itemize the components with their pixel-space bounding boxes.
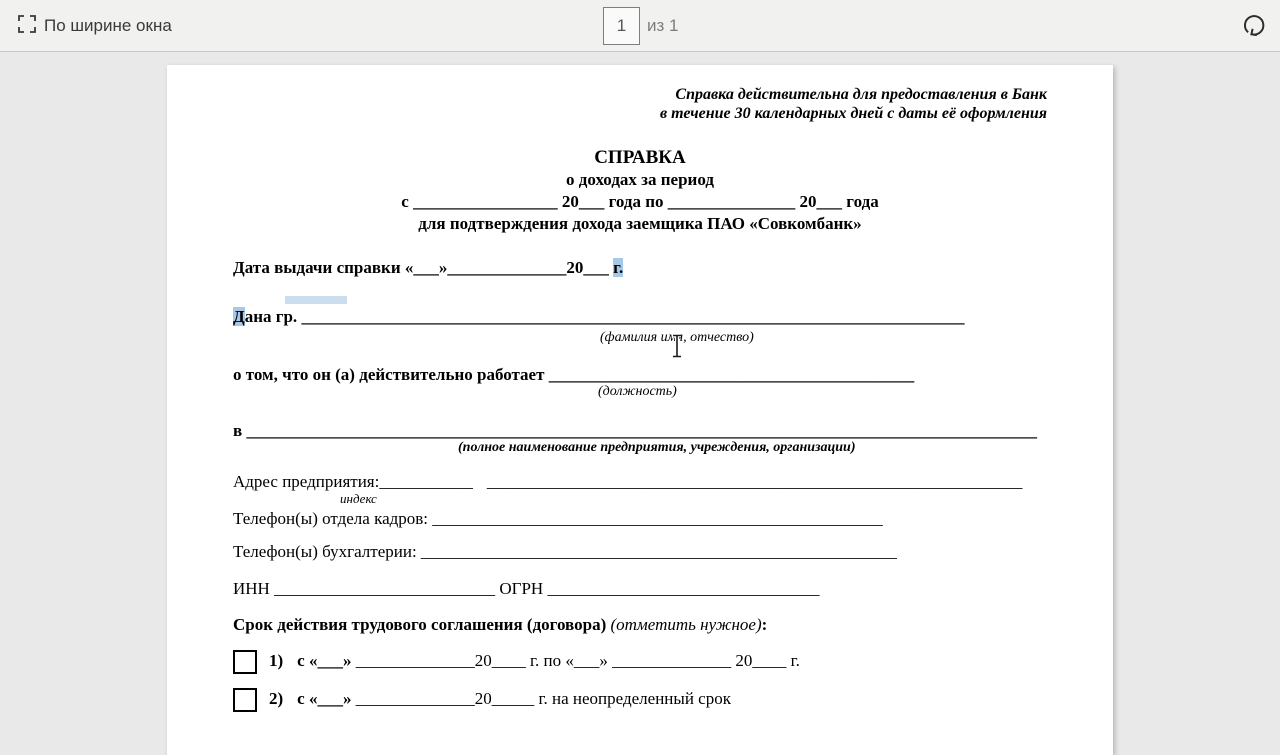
address-blank: _______________________________________________________________	[486, 472, 1023, 491]
organisation-line	[233, 421, 1037, 441]
issue-date-line	[233, 258, 623, 278]
given-to-line	[233, 307, 964, 327]
option-1-bold: с «___»	[297, 651, 352, 670]
selected-text-fragment: г.	[613, 258, 624, 277]
document-page[interactable]	[167, 65, 1113, 755]
works-line	[233, 365, 914, 385]
page-number-input[interactable]	[603, 7, 640, 45]
given-to-label: ана гр.	[244, 307, 302, 326]
option-1-rest: ______________20____ г. по «___» ______________ 20____ г.	[351, 651, 800, 670]
inn-ogrn-line	[233, 579, 819, 599]
phone-acc-line	[233, 542, 897, 562]
validity-note-line1: Справка действительна для предоставления в Банк	[675, 86, 1047, 103]
page-count-label: из 1	[647, 16, 679, 35]
period-line: с _________________ 20___ года по _______________ 20___ года	[401, 192, 879, 211]
organisation-blank: _____________________________________________________________________________________________	[246, 421, 1037, 440]
validity-note	[660, 85, 1047, 123]
address-label: Адрес предприятия:	[233, 472, 380, 491]
ogrn-blank: ________________________________	[547, 579, 820, 598]
phone-acc-label: Телефон(ы) бухгалтерии:	[233, 542, 421, 561]
phone-hr-label: Телефон(ы) отдела кадров:	[233, 509, 433, 528]
selection-band	[285, 296, 347, 304]
checkbox-option-1[interactable]	[233, 650, 257, 674]
selected-letter: Д	[233, 307, 245, 326]
works-label: о том, что он (а) действительно работает	[233, 365, 549, 384]
option-2-bold: с «___»	[297, 689, 352, 708]
document-subtitle: о доходах за период	[566, 170, 714, 189]
document-title: СПРАВКА	[594, 147, 686, 168]
ogrn-label: ОГРН	[495, 579, 548, 598]
organisation-label: в	[233, 421, 247, 440]
term-heading-bold: Срок действия трудового соглашения (договора)	[233, 615, 611, 634]
works-blank: ___________________________________________	[548, 365, 915, 384]
document-viewport	[0, 53, 1280, 720]
phone-hr-blank: _____________________________________________________	[432, 509, 883, 528]
option-1-number: 1)	[269, 651, 284, 670]
fit-width-icon	[16, 13, 38, 40]
fit-width-control[interactable]	[16, 0, 172, 52]
inn-blank: __________________________	[274, 579, 496, 598]
phone-hr-line	[233, 509, 883, 529]
inn-label: ИНН	[233, 579, 275, 598]
validity-note-line2: в течение 30 календарных дней с даты её оформления	[659, 105, 1047, 122]
term-heading-italic: (отметить нужное)	[610, 615, 762, 634]
viewer-toolbar	[0, 0, 1280, 52]
option-2-text	[297, 688, 731, 709]
position-caption: (должность)	[598, 384, 677, 399]
option-1-text	[297, 650, 800, 671]
option-2-number: 2)	[269, 689, 284, 708]
rotate-ccw-icon	[1240, 11, 1268, 44]
organisation-caption: (полное наименование предприятия, учреждения, организации)	[458, 440, 856, 455]
issue-date-text: Дата выдачи справки «___»______________20___	[233, 258, 614, 277]
title-block	[233, 147, 1047, 235]
rotate-button[interactable]	[1238, 11, 1270, 43]
option-2-rest: ______________20_____ г. на неопределенный срок	[351, 689, 731, 708]
phone-acc-blank: ________________________________________________________	[420, 542, 897, 561]
address-index-blank: ___________	[379, 472, 473, 491]
term-option-1	[233, 650, 800, 674]
given-to-blank: ______________________________________________________________________________	[301, 307, 965, 326]
fio-caption: (фамилия имя, отчество)	[600, 330, 754, 345]
term-heading-colon: :	[761, 615, 768, 634]
purpose-line: для подтверждения дохода заемщика ПАО «Совкомбанк»	[418, 214, 862, 233]
address-line	[233, 472, 1022, 492]
fit-width-label: По ширине окна	[44, 16, 172, 35]
term-heading	[233, 615, 767, 635]
checkbox-option-2[interactable]	[233, 688, 257, 712]
text-cursor-pointer	[670, 333, 684, 359]
term-option-2	[233, 688, 731, 712]
index-caption: индекс	[340, 491, 377, 506]
